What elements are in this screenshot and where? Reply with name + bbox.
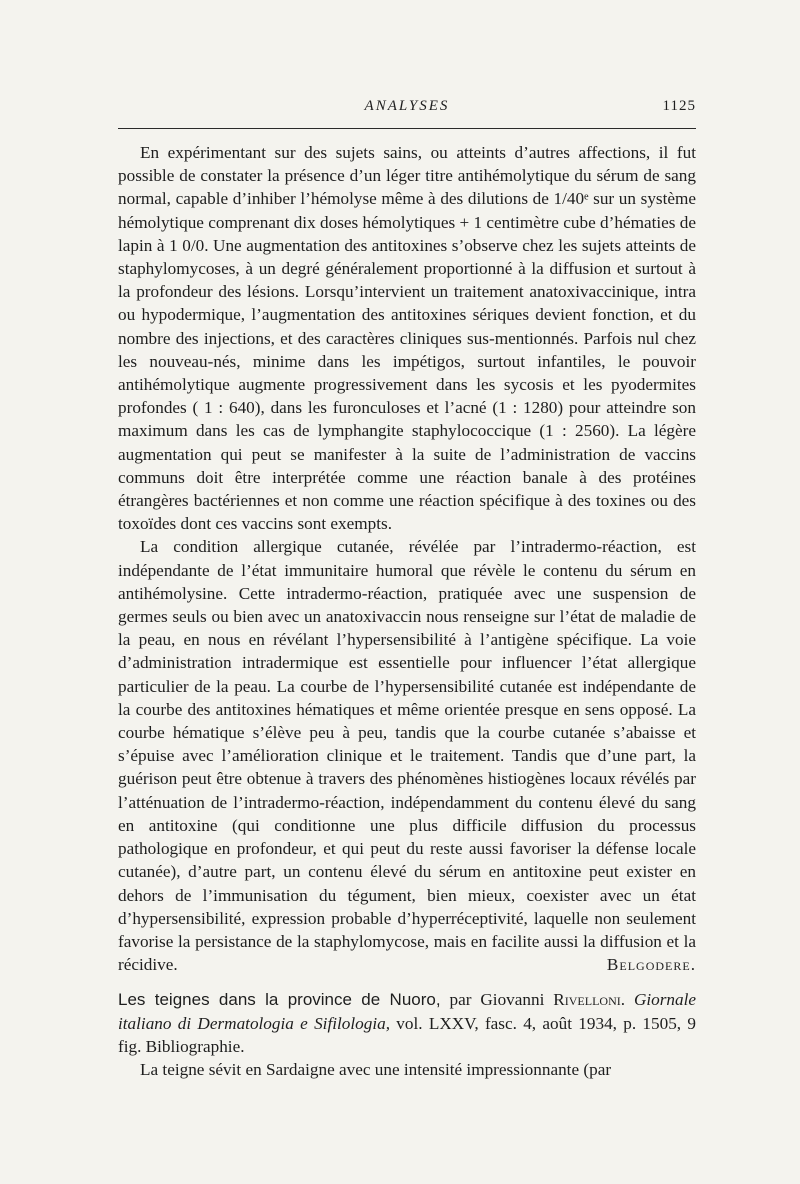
running-head (118, 98, 696, 122)
paragraph-allergy (118, 535, 696, 976)
review-title: Les teignes dans la province de Nuoro, (118, 990, 441, 1010)
paragraph-antitoxins: En expérimentant sur des sujets sains, ou atteints d’autres affections, il fut possible de constater la présence d’un léger titre antihémolytique du sérum de sang normal, capable d’inhiber l’hémolyse même à des dilutions de 1/40ᵉ sur un système hémolytique comprenant dix doses hémolytiques + 1 centimètre cube d’hématies de lapin à 1 0/0. Une augmentation des antitoxines s’observe chez les sujets atteints de staphylomycoses, à un degré généralement proportionné à la diffusion et surtout à la profondeur des lésions. Lorsqu’intervient un traitement anatoxivaccinique, intra ou hypodermique, l’augmentation des antitoxines sériques devient fonction, et du nombre des injections, et des caractères cliniques sus-mentionnés. Parfois nul chez les nouveau-nés, minime dans les impétigos, surtout infantiles, le pouvoir antihémolytique augmente progressivement dans les sycosis et les pyodermites profondes ( 1 : 640), dans les furonculoses et l’acné (1 : 1280) pour atteindre son maximum dans les cas de lymphangite staphylococcique (1 : 2560). La légère augmentation qui peut se manifester à la suite de l’administration de vaccins communs doit être interprétée comme une réaction banale à des protéines étrangères bactériennes et non comme une réaction spécifique à des toxines ou des toxoïdes dont ces vaccins sont exempts. (118, 143, 696, 534)
author-signature: Belgodere. (606, 955, 696, 975)
review-opening-line: La teigne sévit en Sardaigne avec une intensité impressionnante (par (140, 1059, 612, 1079)
running-title: ANALYSES (364, 98, 450, 114)
review-citation: vol. LXXV, fasc. 4, août 1934, p. 1505, 9 fig. Bibliographie. (118, 1013, 696, 1056)
header-rule (118, 128, 696, 129)
article-body (118, 141, 696, 1081)
review-journal: Giornale italiano di Dermatologia e Sifilologia, (118, 990, 697, 1033)
review-author: Rivelloni. (553, 990, 626, 1010)
paragraph-allergy-text: La condition allergique cutanée, révélée par l’intradermo-réaction, est indépendante de l’état immunitaire humoral que révèle le contenu du sérum en antihémolysine. Cette intradermo-réaction, pratiquée avec une suspension de germes seuls ou bien avec un anatoxivaccin nous renseigne sur l’état de maladie de la peau, en nous en révélant l’hypersensibilité à l’antigène spécifique. La voie d’administration intradermique est essentielle pour influencer l’état allergique particulier de la peau. La courbe de l’hypersensibilité cutanée est indépendante de la courbe des antitoxines hématiques et même orientée presque en sens opposé. La courbe hématique s’élève peu à peu, tandis que la courbe cutanée s’abaisse et s’épuise avec l’amélioration clinique et le traitement. Tandis que d’une part, la guérison peut être obtenue à travers des phénomènes histiogènes locaux révélés par l’atténuation de l’intradermo-réaction, indépendamment du contenu élevé du sang en antitoxine (qui conditionne une plus difficile diffusion du processus pathologique en profondeur, et qui peut du reste aussi favoriser la défense locale cutanée), d’autre part, un contenu élevé du sérum en antitoxine peut exister en dehors de l’immunisation du tégument, bien mieux, coexister avec un état d’hypersensibilité, expression probable d’hyperréceptivité, laquelle non seulement favorise la persistance de la staphylomycose, mais en facilite aussi la diffusion et la récidive. (118, 537, 696, 975)
review-heading (118, 988, 696, 1058)
review-by: par Giovanni (449, 990, 545, 1010)
page-number: 1125 (662, 98, 696, 114)
